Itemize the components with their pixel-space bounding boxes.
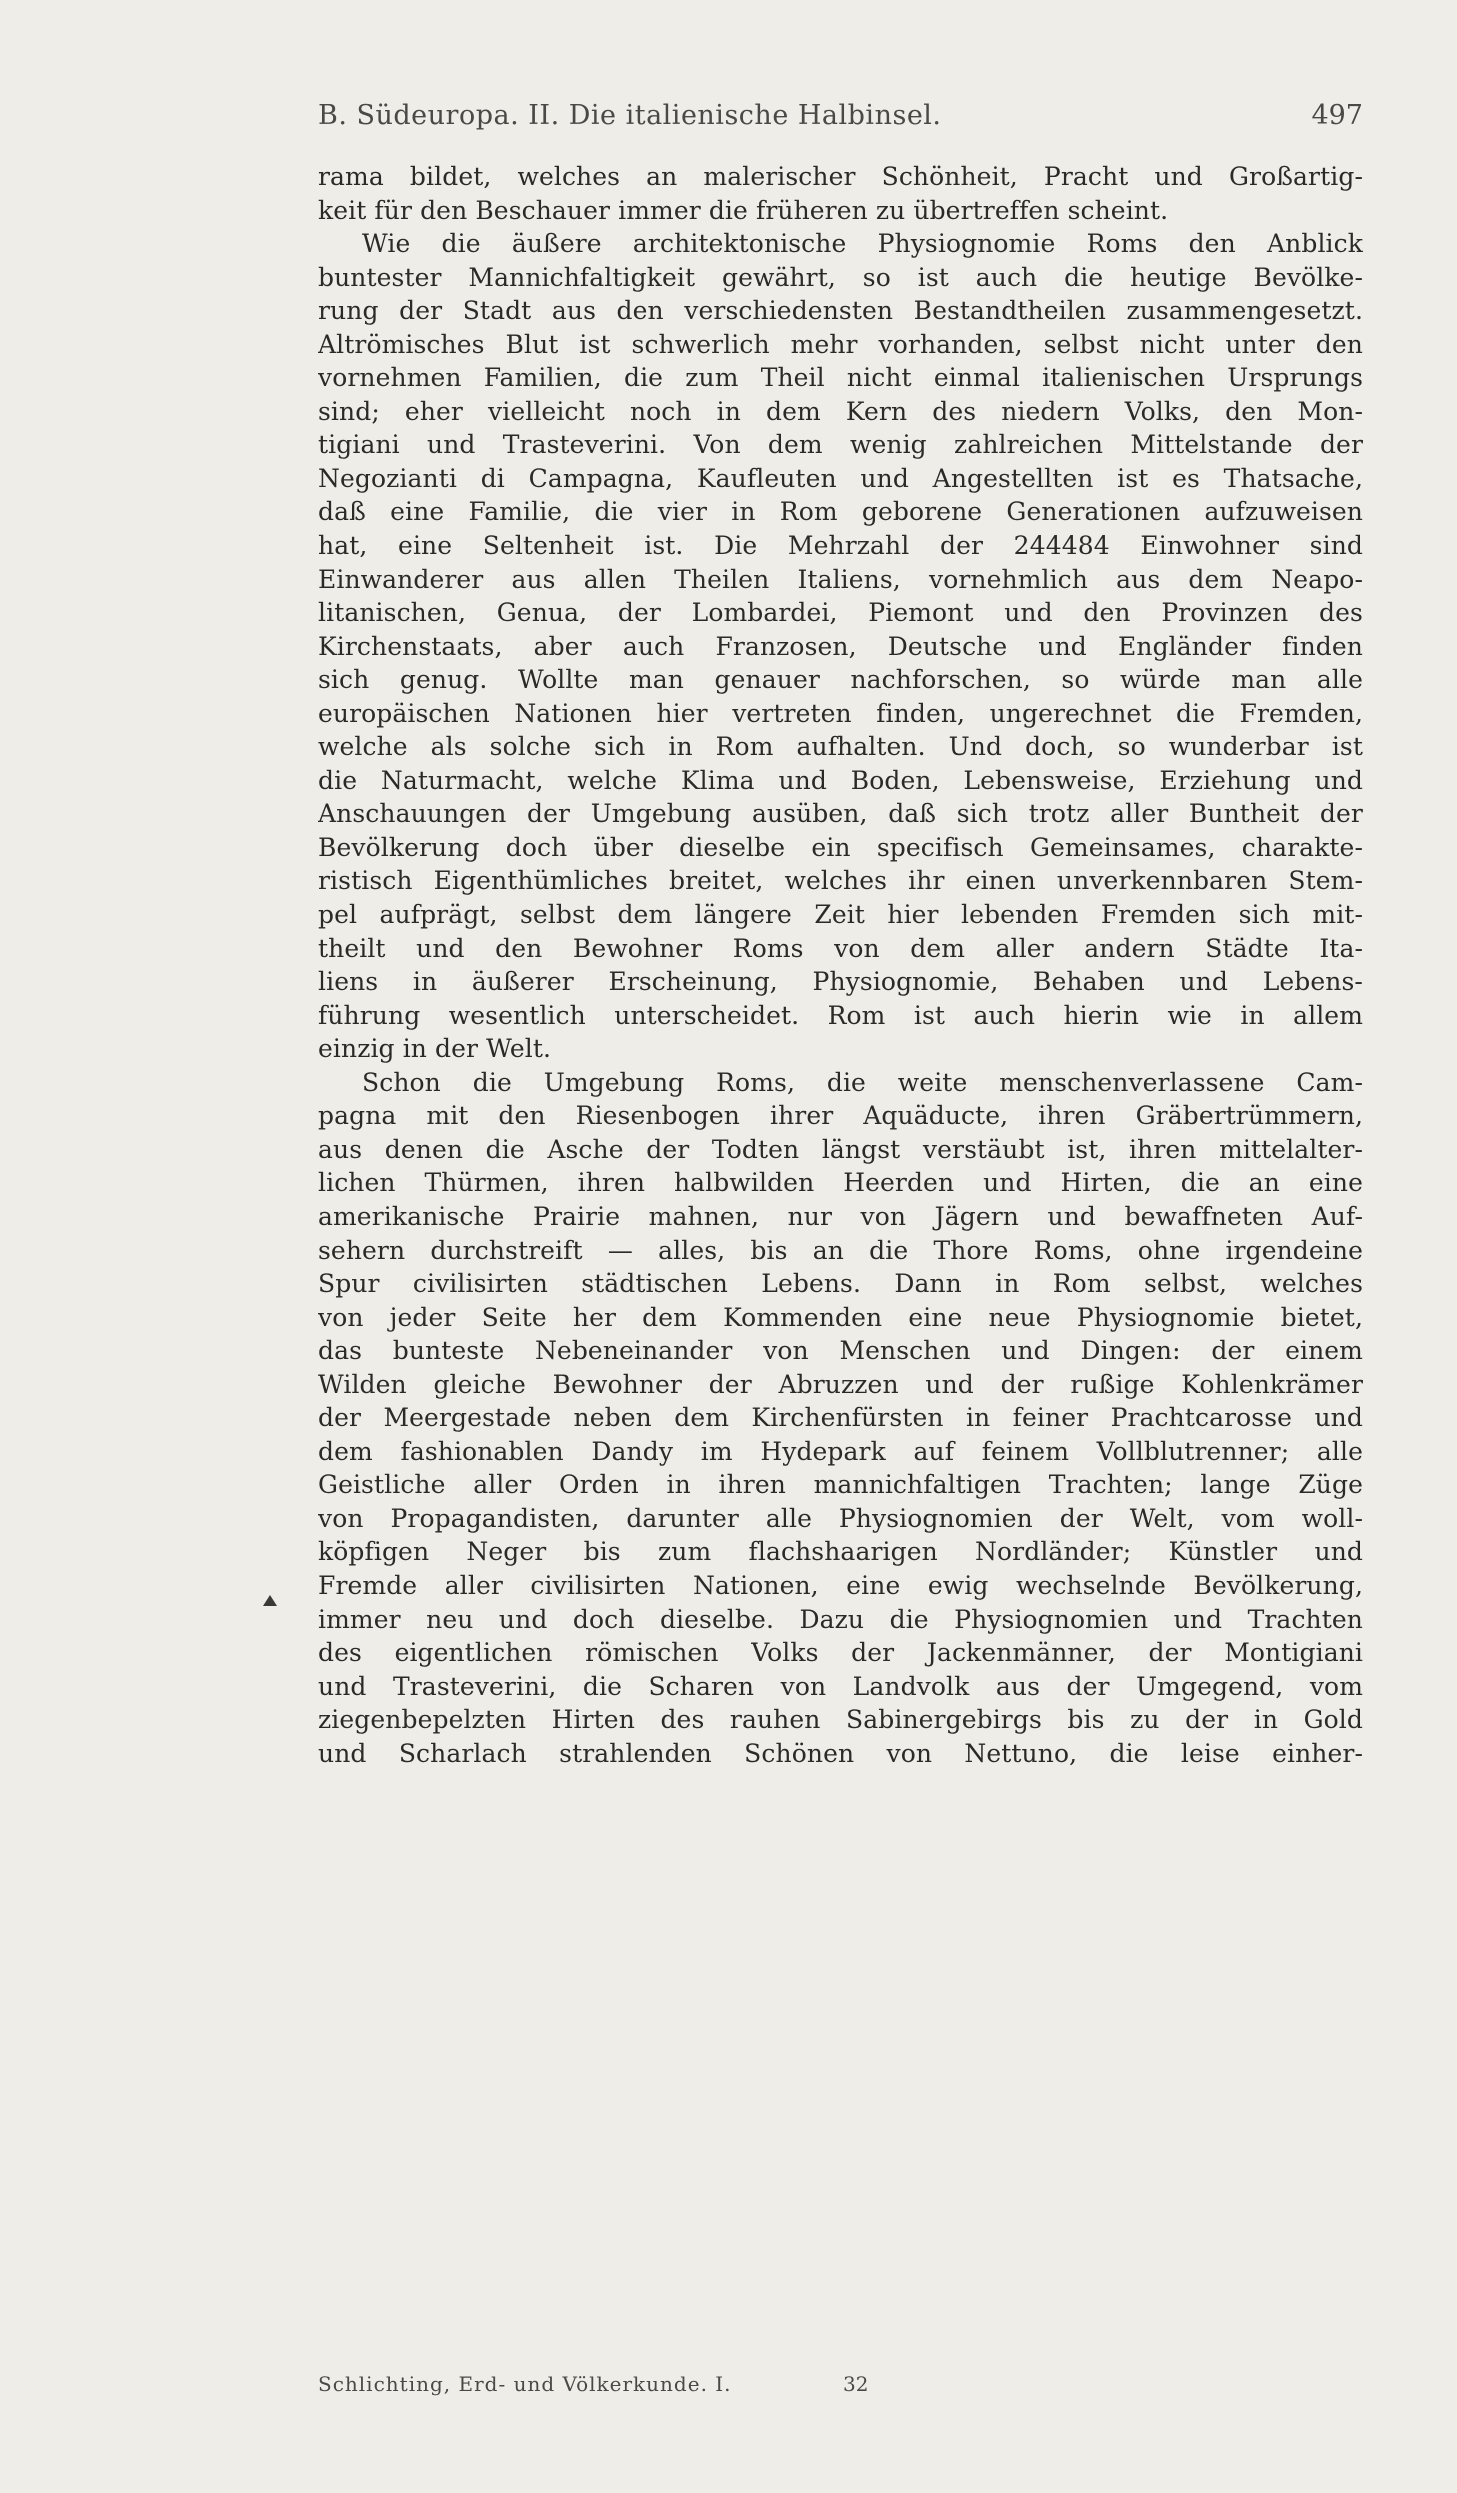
text-line: litanischen, Genua, der Lombardei, Piemont und den Provinzen des (318, 598, 1363, 628)
text-line: ziegenbepelzten Hirten des rauhen Sabinergebirgs bis zu der in Gold (318, 1705, 1363, 1735)
text-line: keit für den Beschauer immer die früheren zu übertreffen scheint. (318, 195, 1169, 225)
text-line: dem fashionablen Dandy im Hydepark auf feinem Vollblutrenner; alle (318, 1436, 1363, 1466)
text-line: Negozianti di Campagna, Kaufleuten und Angestellten ist es Thatsache, (318, 463, 1363, 493)
page-footer (318, 2372, 1363, 2402)
text-line: Schon die Umgebung Roms, die weite menschenverlassene Cam- (362, 1067, 1363, 1097)
text-line: vornehmen Familien, die zum Theil nicht einmal italienischen Ursprungs (318, 363, 1363, 393)
text-line: Spur civilisirten städtischen Lebens. Dann in Rom selbst, welches (318, 1269, 1363, 1299)
page-header (318, 100, 1363, 140)
running-title: B. Südeuropa. II. Die italienische Halbinsel. (318, 100, 942, 131)
text-line: Geistliche aller Orden in ihren mannichfaltigen Trachten; lange Züge (318, 1470, 1363, 1500)
text-line: tigiani und Trasteverini. Von dem wenig zahlreichen Mittelstande der (318, 430, 1363, 460)
printer-signature: Schlichting, Erd- und Völkerkunde. I. (318, 2372, 732, 2396)
text-line: von Propagandisten, darunter alle Physiognomien der Welt, vom woll- (318, 1503, 1363, 1533)
text-line: einzig in der Welt. (318, 1034, 552, 1064)
text-line: die Naturmacht, welche Klima und Boden, Lebensweise, Erziehung und (318, 765, 1363, 795)
text-line: rung der Stadt aus den verschiedensten Bestandtheilen zusammengesetzt. (318, 296, 1363, 326)
text-line: und Scharlach strahlenden Schönen von Nettuno, die leise einher- (318, 1738, 1363, 1768)
text-line: immer neu und doch dieselbe. Dazu die Physiognomien und Trachten (318, 1604, 1363, 1634)
margin-triangle-mark (263, 1595, 277, 1606)
text-line: ristisch Eigenthümliches breitet, welches ihr einen unverkennbaren Stem- (318, 866, 1363, 896)
text-line: sich genug. Wollte man genauer nachforschen, so würde man alle (318, 665, 1363, 695)
text-line: Kirchenstaats, aber auch Franzosen, Deutsche und Engländer finden (318, 631, 1363, 661)
text-line: pel aufprägt, selbst dem längere Zeit hier lebenden Fremden sich mit- (318, 900, 1363, 930)
text-line: Einwanderer aus allen Theilen Italiens, vornehmlich aus dem Neapo- (318, 564, 1363, 594)
text-line: Wie die äußere architektonische Physiognomie Roms den Anblick (362, 229, 1363, 259)
text-line: Wilden gleiche Bewohner der Abruzzen und der rußige Kohlenkrämer (318, 1369, 1363, 1399)
text-line: europäischen Nationen hier vertreten finden, ungerechnet die Fremden, (318, 698, 1363, 728)
text-line: theilt und den Bewohner Roms von dem aller andern Städte Ita- (318, 933, 1363, 963)
text-line: führung wesentlich unterscheidet. Rom ist auch hierin wie in allem (318, 1000, 1363, 1030)
text-line: Anschauungen der Umgebung ausüben, daß sich trotz aller Buntheit der (318, 799, 1363, 829)
text-line: lichen Thürmen, ihren halbwilden Heerden und Hirten, die an eine (318, 1168, 1363, 1198)
text-line: sind; eher vielleicht noch in dem Kern des niedern Volks, den Mon- (318, 396, 1363, 426)
text-line: sehern durchstreift — alles, bis an die Thore Roms, ohne irgendeine (318, 1235, 1363, 1265)
text-line: pagna mit den Riesenbogen ihrer Aquäducte, ihren Gräbertrümmern, (318, 1101, 1363, 1131)
text-line: rama bildet, welches an malerischer Schönheit, Pracht und Großartig- (318, 162, 1363, 191)
text-line: daß eine Familie, die vier in Rom geborene Generationen aufzuweisen (318, 497, 1363, 527)
text-line: hat, eine Seltenheit ist. Die Mehrzahl der 244484 Einwohner sind (318, 531, 1363, 561)
text-line: aus denen die Asche der Todten längst verstäubt ist, ihren mittelalter- (318, 1134, 1363, 1164)
text-line: köpfigen Neger bis zum flachshaarigen Nordländer; Künstler und (318, 1537, 1363, 1567)
body-text (318, 160, 1363, 1770)
text-line: des eigentlichen römischen Volks der Jackenmänner, der Montigiani (318, 1638, 1363, 1668)
text-line: buntester Mannichfaltigkeit gewährt, so ist auch die heutige Bevölke- (318, 262, 1363, 292)
text-line: Fremde aller civilisirten Nationen, eine ewig wechselnde Bevölkerung, (318, 1570, 1363, 1600)
sheet-number: 32 (843, 2372, 869, 2396)
text-line: Altrömisches Blut ist schwerlich mehr vorhanden, selbst nicht unter den (318, 329, 1363, 359)
text-line: von jeder Seite her dem Kommenden eine neue Physiognomie bietet, (318, 1302, 1363, 1332)
text-line: und Trasteverini, die Scharen von Landvolk aus der Umgegend, vom (318, 1671, 1363, 1701)
text-line: das bunteste Nebeneinander von Menschen und Dingen: der einem (318, 1336, 1363, 1366)
text-line: amerikanische Prairie mahnen, nur von Jägern und bewaffneten Auf- (318, 1201, 1363, 1231)
text-line: Bevölkerung doch über dieselbe ein specifisch Gemeinsames, charakte- (318, 832, 1363, 862)
text-line: der Meergestade neben dem Kirchenfürsten in feiner Prachtcarosse und (318, 1403, 1363, 1433)
text-line: welche als solche sich in Rom aufhalten. Und doch, so wunderbar ist (318, 732, 1363, 762)
text-line: liens in äußerer Erscheinung, Physiognomie, Behaben und Lebens- (318, 967, 1363, 997)
page-number: 497 (1311, 100, 1363, 131)
